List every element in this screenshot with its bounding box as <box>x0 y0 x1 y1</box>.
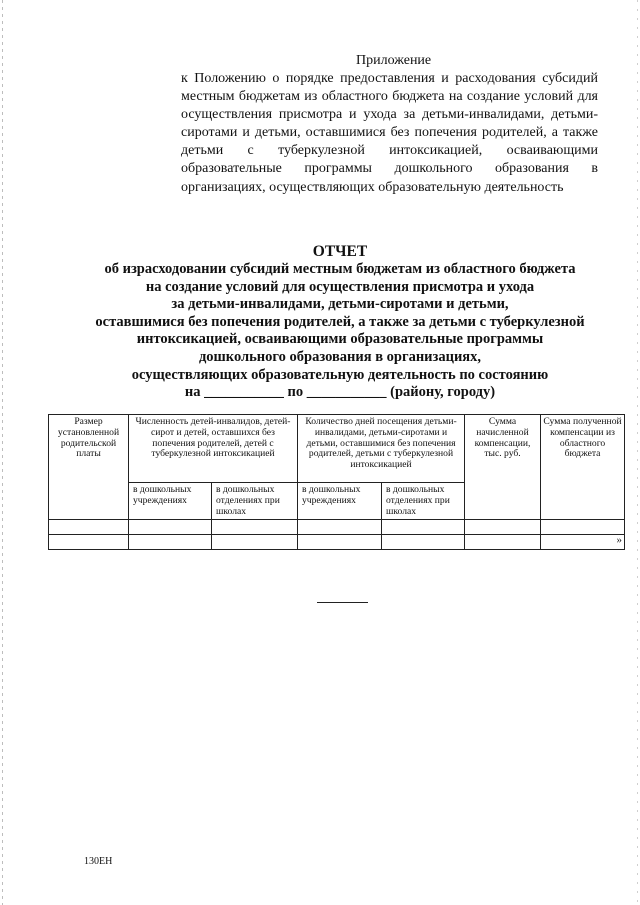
table-cell <box>129 535 212 550</box>
table-cell <box>465 535 541 550</box>
table-cell <box>212 520 298 535</box>
header-received-compensation: Сумма полученной компенсации из областного бюджета <box>541 415 625 520</box>
table-cell <box>212 535 298 550</box>
scan-right-edge <box>637 0 638 905</box>
header-accrued-compensation: Сумма начисленной компенсации, тыс. руб. <box>465 415 541 520</box>
scan-left-edge <box>2 0 3 905</box>
table-cell <box>465 520 541 535</box>
report-line-7: осуществляющих образовательную деятельность по состоянию <box>131 366 549 383</box>
report-table <box>48 414 625 550</box>
table-cell <box>382 520 465 535</box>
report-line-1: об израсходовании субсидий местным бюджетам из областного бюджета <box>104 261 576 277</box>
table-row <box>49 535 625 550</box>
table-cell <box>382 535 465 550</box>
subheader-count-school: в дошкольных отделениях при школах <box>212 483 298 520</box>
subheader-count-preschool: в дошкольных учреждениях <box>129 483 212 520</box>
appendix-text: к Положению о порядке предоставления и расходования субсидий местным бюджетам из областного бюджета на создание условий для осуществления присмотра и ухода за детьми-инвалидами, детьми-сиротами и детьми, оставшимися без попечения родителей, а также детьми с туберкулезной интоксикацией, осваивающими образовательные программы дошкольного образования в организациях, осуществляющих образовательную деятельность <box>181 71 598 195</box>
report-line-6: дошкольного образования в организациях, <box>198 348 482 365</box>
report-line-5: интоксикацией, осваивающими образовательные программы <box>136 331 544 348</box>
table-cell <box>49 535 129 550</box>
separator-line <box>317 602 368 603</box>
header-parental-fee: Размер установленной родительской платы <box>49 415 129 520</box>
footer-code: 130EH <box>84 856 113 867</box>
report-period-line: на ___________ по ___________ (району, городу) <box>184 384 496 401</box>
header-attendance-days: Количество дней посещения детьми-инвалидами, детьми-сиротами и детьми, оставшимися без попечения родителей, детьми с туберкулезной интоксикацией <box>298 415 465 483</box>
table-cell <box>298 520 382 535</box>
table-cell <box>541 520 625 535</box>
report-heading <box>40 242 640 402</box>
report-line-3: за детьми-инвалидами, детьми-сиротами и детьми, <box>171 296 509 313</box>
report-line-4: оставшимися без попечения родителей, а также за детьми с туберкулезной <box>95 313 585 330</box>
report-title: ОТЧЕТ <box>312 243 368 260</box>
subheader-days-school: в дошкольных отделениях при школах <box>382 483 465 520</box>
report-line-2: на создание условий для осуществления присмотра и ухода <box>145 278 535 295</box>
header-children-count: Численность детей-инвалидов, детей-сирот и детей, оставшихся без попечения родителей, детей с туберкулезной интоксикацией <box>129 415 298 483</box>
table-cell <box>49 520 129 535</box>
subheader-days-preschool: в дошкольных учреждениях <box>298 483 382 520</box>
table-row <box>49 520 625 535</box>
appendix-title: Приложение <box>356 53 432 68</box>
table-cell <box>298 535 382 550</box>
closing-quote-mark: » <box>541 535 625 550</box>
table-cell <box>129 520 212 535</box>
table-header-row <box>49 415 625 483</box>
